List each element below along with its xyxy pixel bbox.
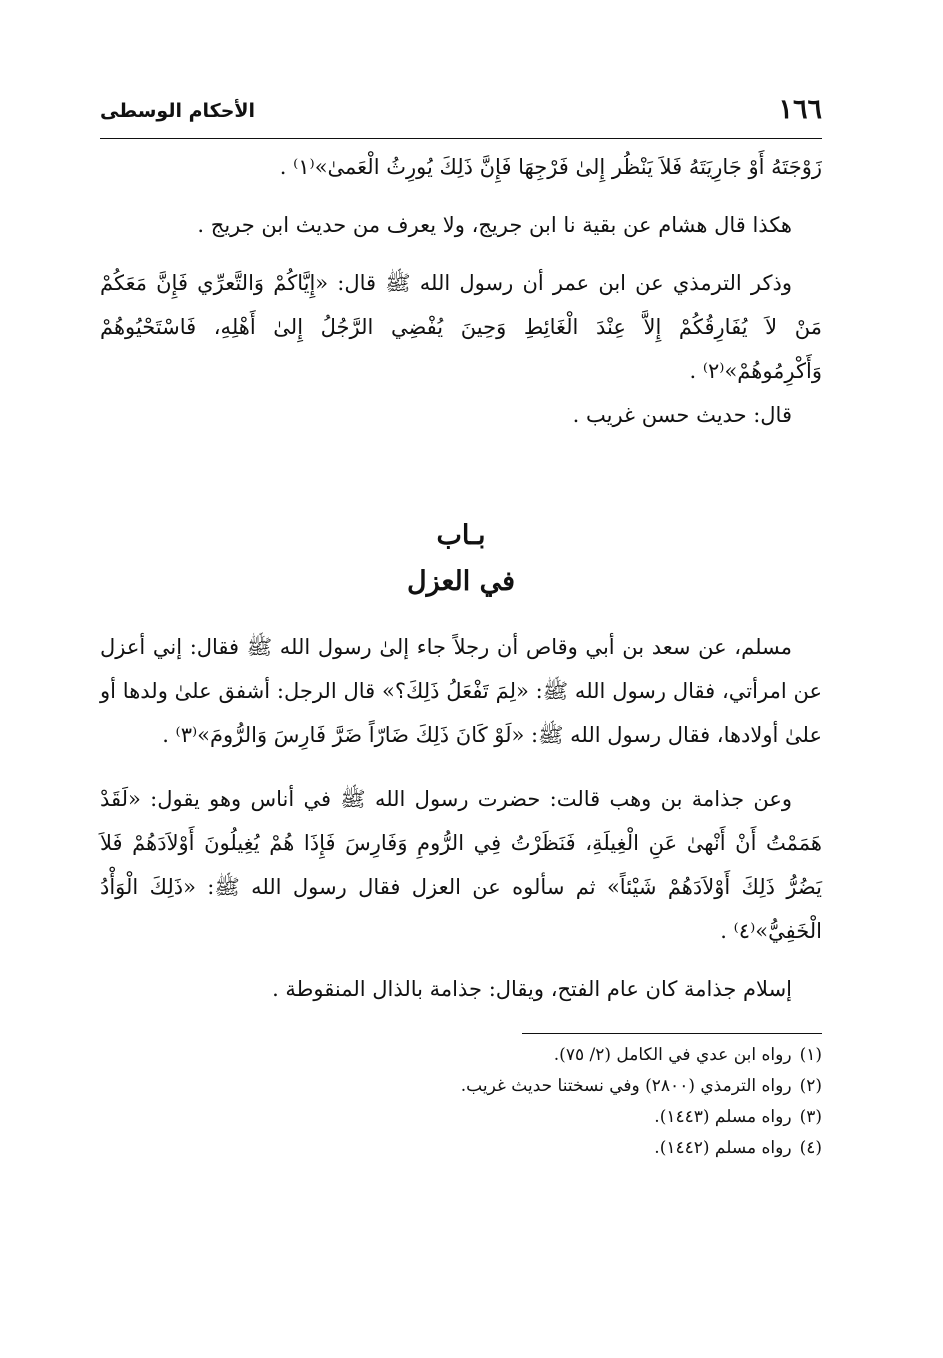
page-header <box>100 90 822 139</box>
paragraph-hisham-note: هكذا قال هشام عن بقية نا ابن جريج، ولا يعرف من حديث ابن جريج . <box>197 213 792 237</box>
footnote-text: رواه ابن عدي في الكامل (٢/ ٧٥). <box>553 1045 792 1065</box>
paragraph-continuation: زَوْجَتَهُ أَوْ جَارِيَتَهُ فَلاَ يَنْظُر إِلىٰ فَرْجِهَا فَإِنَّ ذَلِكَ يُورِثُ الْعَمىٰ»⁽١⁾ . <box>279 155 822 179</box>
footnote-item <box>100 1102 822 1133</box>
paragraph-tirmidhi-grade: قال: حديث حسن غريب . <box>572 403 792 427</box>
footnote-number: (٣) <box>799 1107 822 1127</box>
footnote-number: (٤) <box>799 1138 822 1158</box>
footnotes <box>100 1040 822 1164</box>
main-text <box>100 145 822 1011</box>
footnote-text: رواه الترمذي (٢٨٠٠) وفي نسختنا حديث غريب. <box>460 1076 792 1096</box>
footnote-text: رواه مسلم (١٤٤٢). <box>654 1138 792 1158</box>
chapter-subheading: في العزل <box>406 566 516 597</box>
footnote-item <box>100 1133 822 1164</box>
footnote-item <box>100 1071 822 1102</box>
paragraph-judhama-note: إسلام جذامة كان عام الفتح، ويقال: جذامة بالذال المنقوطة . <box>272 977 792 1001</box>
paragraph-muslim-hadith: مسلم، عن سعد بن أبي وقاص أن رجلاً جاء إلىٰ رسول الله ﷺ فقال: إني أعزل عن امرأتي، فقال رسول الله ﷺ: «لِمَ تَفْعَلُ ذَلِكَ؟» قال الرجل: أشفق علىٰ ولدها أو علىٰ أولادها، فقال رسول الله ﷺ: «لَوْ كَانَ ذَلِكَ ضَارّاً ضَرَّ فَارِسَ وَالرُّومَ»⁽٣⁾ . <box>100 635 822 747</box>
paragraph-judhama-hadith: وعن جذامة بن وهب قالت: حضرت رسول الله ﷺ في أناس وهو يقول: «لَقَدْ هَمَمْتُ أَنْ أَنْهىٰ عَنِ الْغِيلَةِ، فَنَظَرْتُ فِي الرُّومِ وَفَارِسَ فَإِذَا هُمْ يُغِيلُونَ أَوْلاَدَهُمْ فَلاَ يَضُرُّ ذَلِكَ أَوْلاَدَهُمْ شَيْئاً» ثم سألوه عن العزل فقال رسول الله ﷺ: «ذَلِكَ الْوَأْدُ الْخَفِيُّ»⁽٤⁾ . <box>100 787 822 943</box>
footnote-text: رواه مسلم (١٤٤٣). <box>654 1107 792 1127</box>
running-title: الأحكام الوسطى <box>100 100 256 122</box>
book-page <box>100 90 822 1164</box>
chapter-heading: بـاب <box>436 520 486 551</box>
footnote-item <box>100 1040 822 1071</box>
page-number: ١٦٦ <box>778 94 822 125</box>
paragraph-tirmidhi-hadith: وذكر الترمذي عن ابن عمر أن رسول الله ﷺ قال: «إِيَّاكُمْ وَالتَّعرِّي فَإِنَّ مَعَكُمْ مَنْ لاَ يُفَارِقُكُمْ إِلاَّ عِنْدَ الْغَائِطِ وَحِينَ يُفْضِي الرَّجُلُ إِلىٰ أَهْلِهِ، فَاسْتَحْيُوهُمْ وَأَكْرِمُوهُمْ»⁽٢⁾ . <box>100 271 822 383</box>
footnote-number: (١) <box>799 1045 822 1065</box>
footnote-divider <box>522 1033 822 1034</box>
footnote-number: (٢) <box>799 1076 822 1096</box>
